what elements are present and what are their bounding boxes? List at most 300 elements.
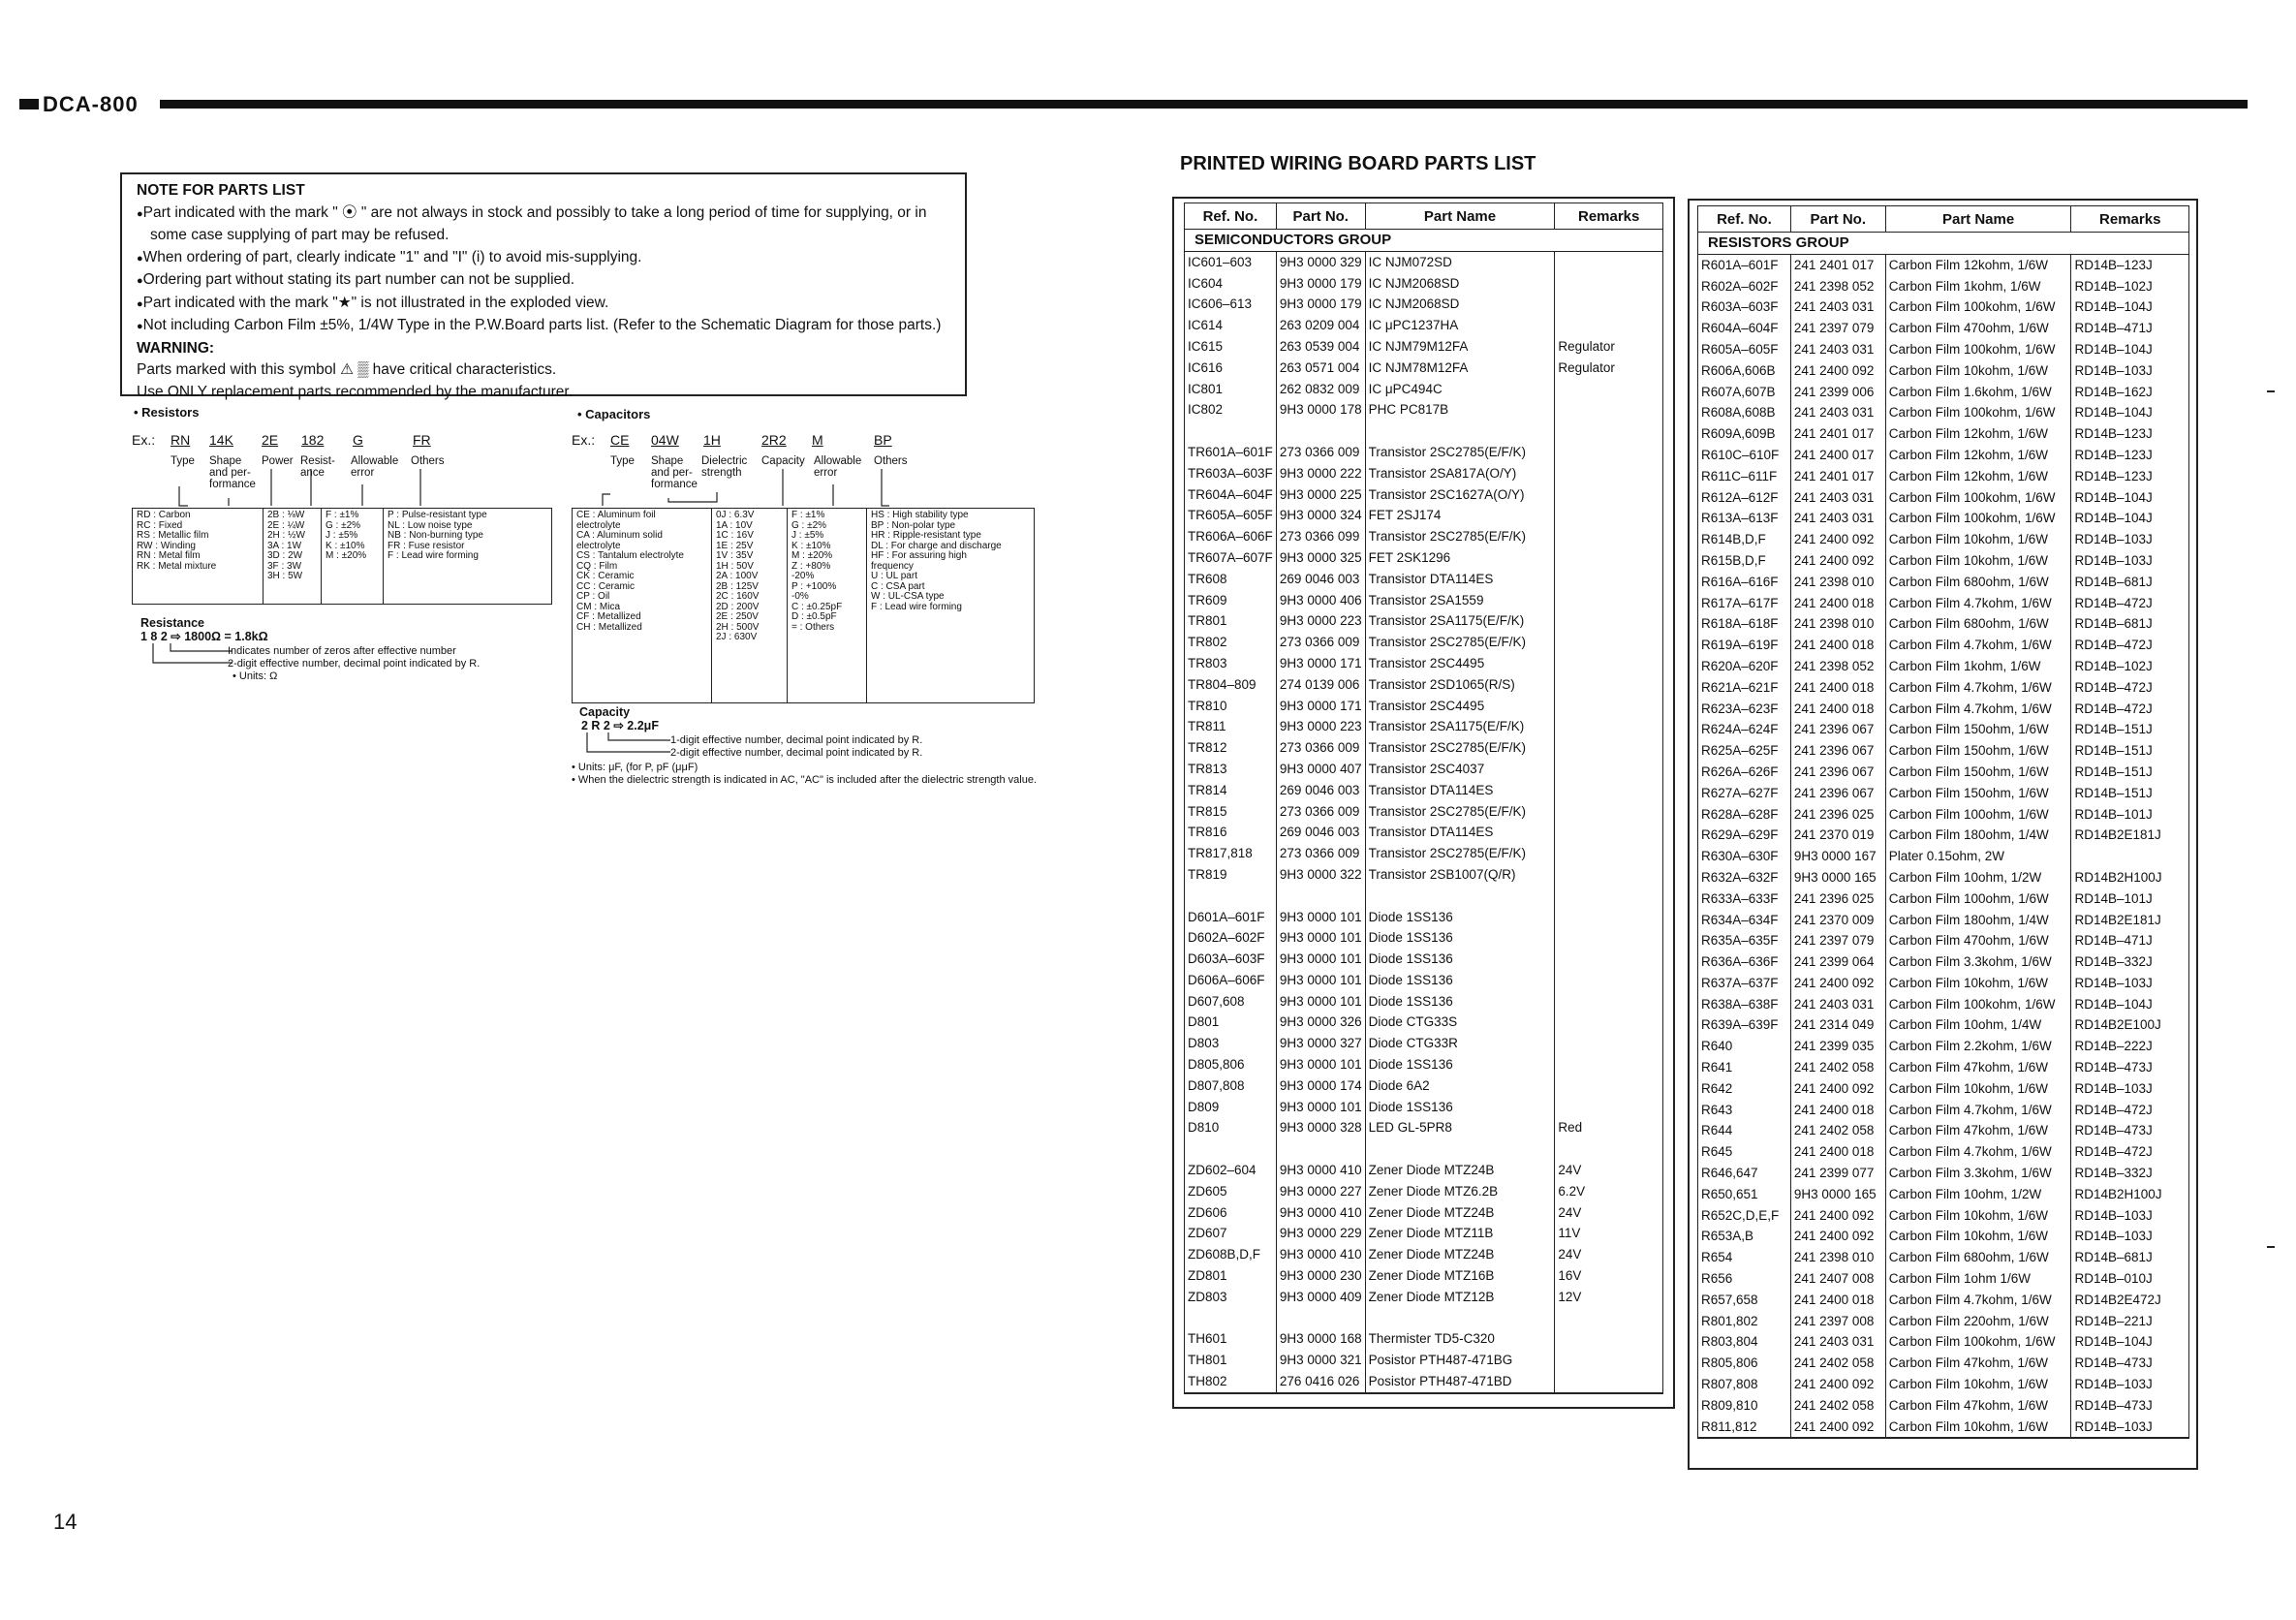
table-row — [1698, 1290, 2189, 1311]
table-row — [1185, 358, 1663, 379]
part-no-cell: 9H3 0000 321 — [1276, 1350, 1365, 1371]
code-entry: 2J : 630V — [716, 632, 758, 642]
part-no-cell: 276 0416 026 — [1276, 1371, 1365, 1393]
table-row — [1698, 888, 2189, 910]
code-entry: F : ±1% — [791, 510, 825, 520]
part-no-cell: 9H3 0000 328 — [1276, 1117, 1365, 1138]
remarks-cell — [1555, 949, 1663, 970]
edge-tick — [2267, 1246, 2275, 1248]
part-no-cell: 9H3 0000 225 — [1276, 484, 1365, 506]
table-row — [1698, 1036, 2189, 1057]
table-row — [1185, 1244, 1663, 1265]
part-no-cell: 273 0366 009 — [1276, 632, 1365, 653]
remarks-cell — [1555, 653, 1663, 674]
pwb-parts-list-title: PRINTED WIRING BOARD PARTS LIST — [1180, 153, 1536, 174]
ref-no-cell: TR817,818 — [1185, 843, 1277, 864]
part-no-cell: 241 2398 010 — [1790, 572, 1885, 593]
part-name-cell: Carbon Film 10ohm, 1/2W — [1885, 1184, 2071, 1205]
table-row — [1698, 402, 2189, 423]
part-no-cell: 241 2396 025 — [1790, 888, 1885, 910]
part-no-cell: 241 2399 077 — [1790, 1163, 1885, 1184]
part-no-cell: 241 2401 017 — [1790, 466, 1885, 487]
remarks-cell — [1555, 379, 1663, 400]
part-name-cell: Carbon Film 100kohm, 1/6W — [1885, 296, 2071, 318]
ref-no-cell: TR604A–604F — [1185, 484, 1277, 506]
part-no-cell: 9H3 0000 326 — [1276, 1012, 1365, 1033]
ref-no-cell: R613A–613F — [1698, 508, 1791, 529]
part-name-cell: Carbon Film 12kohm, 1/6W — [1885, 423, 2071, 445]
resistor-leader-lines — [132, 463, 568, 510]
table-row — [1698, 1100, 2189, 1121]
part-name-cell: Transistor 2SC2785(E/F/K) — [1365, 801, 1555, 823]
ref-no-cell: TH601 — [1185, 1328, 1277, 1350]
part-name-cell: Carbon Film 470ohm, 1/6W — [1885, 318, 2071, 339]
part-name-cell: Carbon Film 10kohm, 1/6W — [1885, 1078, 2071, 1100]
col-header-part-name: Part Name — [1885, 206, 2071, 233]
remarks-cell: RD14B–472J — [2071, 1100, 2189, 1121]
ref-no-cell: TR607A–607F — [1185, 547, 1277, 569]
part-no-cell: 241 2400 018 — [1790, 699, 1885, 720]
sub-caption: Type — [171, 455, 195, 467]
remarks-cell: RD14B–472J — [2071, 635, 2189, 656]
capacitors-title: • Capacitors — [577, 407, 650, 421]
table-row — [1698, 973, 2189, 994]
remarks-cell — [1555, 421, 1663, 442]
remarks-cell: RD14B2E472J — [2071, 1290, 2189, 1311]
table-row — [1185, 801, 1663, 823]
table-row — [1185, 632, 1663, 653]
model-name: DCA-800 — [43, 92, 139, 116]
col-header-ref: Ref. No. — [1698, 206, 1791, 233]
remarks-cell: 16V — [1555, 1265, 1663, 1287]
code-entry: J : ±5% — [326, 530, 358, 541]
remarks-cell — [1555, 442, 1663, 463]
part-name-cell: Transistor 2SD1065(R/S) — [1365, 674, 1555, 696]
sub-caption: Others — [874, 455, 908, 467]
remarks-cell: RD14B–103J — [2071, 1205, 2189, 1227]
ex-code: G — [353, 432, 363, 448]
part-name-cell: Carbon Film 680ohm, 1/6W — [1885, 572, 2071, 593]
ref-no-cell: R611C–611F — [1698, 466, 1791, 487]
part-no-cell: 9H3 0000 165 — [1790, 1184, 1885, 1205]
part-name-cell: Transistor 2SA1175(E/F/K) — [1365, 716, 1555, 737]
ref-no-cell: ZD607 — [1185, 1223, 1277, 1244]
remarks-cell: 11V — [1555, 1223, 1663, 1244]
part-no-cell: 9H3 0000 168 — [1276, 1328, 1365, 1350]
remarks-cell: RD14B–102J — [2071, 276, 2189, 297]
code-entry: = : Others — [791, 621, 835, 633]
remarks-cell — [1555, 294, 1663, 315]
ref-no-cell: D805,806 — [1185, 1054, 1277, 1075]
code-entry: 3D : 2W — [267, 550, 303, 561]
ref-no-cell: ZD608B,D,F — [1185, 1244, 1277, 1265]
part-no-cell: 9H3 0000 230 — [1276, 1265, 1365, 1287]
part-name-cell: Diode 1SS136 — [1365, 970, 1555, 991]
code-entry: P : Pulse-resistant type — [388, 510, 487, 520]
part-no-cell: 241 2399 035 — [1790, 1036, 1885, 1057]
part-name-cell: IC NJM072SD — [1365, 251, 1555, 272]
ref-no-cell: R610C–610F — [1698, 445, 1791, 466]
group-label: SEMICONDUCTORS GROUP — [1185, 230, 1663, 252]
remarks-cell — [1555, 315, 1663, 336]
part-name-cell: FET 2SJ174 — [1365, 505, 1555, 526]
table-row — [1698, 656, 2189, 677]
part-name-cell: Diode 1SS136 — [1365, 927, 1555, 949]
remarks-cell: RD14B–123J — [2071, 466, 2189, 487]
table-row — [1185, 590, 1663, 611]
table-row — [1698, 1268, 2189, 1290]
table-row — [1698, 635, 2189, 656]
resistance-example: 1 8 2 ⇨ 1800Ω = 1.8kΩ — [140, 630, 268, 643]
remarks-cell: RD14B–104J — [2071, 402, 2189, 423]
remarks-cell — [1555, 610, 1663, 632]
code-entry: F : Lead wire forming — [871, 601, 962, 612]
table-row — [1698, 550, 2189, 572]
part-name-cell: Carbon Film 3.3kohm, 1/6W — [1885, 1163, 2071, 1184]
table-row — [1185, 1012, 1663, 1033]
table-row — [1698, 1353, 2189, 1374]
part-no-cell: 241 2403 031 — [1790, 296, 1885, 318]
part-no-cell: 9H3 0000 410 — [1276, 1202, 1365, 1224]
part-name-cell: Carbon Film 680ohm, 1/6W — [1885, 613, 2071, 635]
part-no-cell: 9H3 0000 229 — [1276, 1223, 1365, 1244]
remarks-cell: RD14B2E181J — [2071, 825, 2189, 846]
part-no-cell: 241 2397 079 — [1790, 318, 1885, 339]
ref-no-cell: D607,608 — [1185, 991, 1277, 1012]
part-name-cell: Carbon Film 1ohm 1/6W — [1885, 1268, 2071, 1290]
remarks-cell: RD14B–102J — [2071, 656, 2189, 677]
part-name-cell: Transistor DTA114ES — [1365, 780, 1555, 801]
remarks-cell: RD14B–222J — [2071, 1036, 2189, 1057]
ref-no-cell: R625A–625F — [1698, 740, 1791, 762]
table-row — [1698, 254, 2189, 275]
part-no-cell: 241 2396 067 — [1790, 783, 1885, 804]
part-no-cell — [1276, 1308, 1365, 1329]
ref-no-cell — [1185, 886, 1277, 907]
capacitor-code-table — [572, 508, 1035, 703]
part-no-cell: 241 2400 092 — [1790, 360, 1885, 382]
table-row — [1698, 1120, 2189, 1141]
table-row — [1185, 716, 1663, 737]
ref-no-cell: IC606–613 — [1185, 294, 1277, 315]
part-name-cell: Diode 1SS136 — [1365, 991, 1555, 1012]
code-entry: CF : Metallized — [576, 611, 641, 622]
table-row — [1698, 593, 2189, 614]
remarks-cell — [1555, 780, 1663, 801]
table-row — [1698, 529, 2189, 550]
ref-no-cell: D809 — [1185, 1097, 1277, 1118]
code-entry: K : ±10% — [791, 540, 831, 551]
header-bar — [19, 92, 2248, 116]
remarks-cell: RD14B2H100J — [2071, 867, 2189, 888]
table-row — [1698, 1395, 2189, 1417]
table-row — [1185, 864, 1663, 886]
code-entry: frequency — [871, 560, 914, 572]
part-name-cell: Carbon Film 150ohm, 1/6W — [1885, 719, 2071, 740]
code-entry: 0J : 6.3V — [716, 510, 755, 520]
ref-no-cell — [1185, 421, 1277, 442]
remarks-cell: 24V — [1555, 1202, 1663, 1224]
sub-caption: Dielectric strength — [701, 455, 748, 479]
capacitor-type-column — [573, 509, 712, 702]
note-box — [120, 172, 967, 400]
ref-no-cell: IC601–603 — [1185, 251, 1277, 272]
code-entry: 2H : ½W — [267, 530, 305, 541]
code-entry: RS : Metallic film — [137, 530, 209, 541]
code-entry: D : ±0.5pF — [791, 611, 837, 622]
part-name-cell: Carbon Film 150ohm, 1/6W — [1885, 783, 2071, 804]
part-name-cell: Zener Diode MTZ24B — [1365, 1202, 1555, 1224]
code-entry: HF : For assuring high — [871, 550, 967, 561]
table-row — [1698, 1247, 2189, 1268]
code-entry: 2B : ⅛W — [267, 510, 305, 520]
note-bullet: ● Part indicated with the mark "★" is not illustrated in the exploded view. — [137, 293, 950, 316]
ref-no-cell: R807,808 — [1698, 1374, 1791, 1395]
code-entry: 3H : 5W — [267, 571, 303, 581]
sub-caption: Resist- ance — [300, 455, 335, 479]
code-entry: RC : Fixed — [137, 519, 183, 531]
part-name-cell: Carbon Film 12kohm, 1/6W — [1885, 445, 2071, 466]
note-bullet: ● When ordering of part, clearly indicate "1" and "I" (i) to avoid mis-supplying. — [137, 247, 950, 270]
ref-no-cell: R657,658 — [1698, 1290, 1791, 1311]
code-entry: RD : Carbon — [137, 510, 191, 520]
part-name-cell: Carbon Film 100kohm, 1/6W — [1885, 1331, 2071, 1353]
part-no-cell: 263 0539 004 — [1276, 336, 1365, 358]
part-no-cell: 9H3 0000 171 — [1276, 653, 1365, 674]
part-name-cell: Zener Diode MTZ6.2B — [1365, 1181, 1555, 1202]
remarks-cell — [1555, 1097, 1663, 1118]
ref-no-cell: TR802 — [1185, 632, 1277, 653]
remarks-cell — [2071, 846, 2189, 867]
ref-no-cell: D601A–601F — [1185, 907, 1277, 928]
part-no-cell: 241 2396 067 — [1790, 740, 1885, 762]
part-name-cell: Transistor 2SC2785(E/F/K) — [1365, 737, 1555, 759]
part-no-cell: 241 2399 064 — [1790, 951, 1885, 973]
remarks-cell: RD14B–103J — [2071, 1078, 2189, 1100]
part-name-cell: Zener Diode MTZ16B — [1365, 1265, 1555, 1287]
part-no-cell: 241 2407 008 — [1790, 1268, 1885, 1290]
part-name-cell: IC μPC494C — [1365, 379, 1555, 400]
part-name-cell: Carbon Film 470ohm, 1/6W — [1885, 930, 2071, 951]
remarks-cell: RD14B–472J — [2071, 699, 2189, 720]
sub-caption: Shape and per- formance — [651, 455, 698, 490]
table-row — [1185, 442, 1663, 463]
table-row — [1185, 484, 1663, 506]
part-no-cell: 9H3 0000 227 — [1276, 1181, 1365, 1202]
ref-no-cell: R652C,D,E,F — [1698, 1205, 1791, 1227]
part-no-cell: 9H3 0000 101 — [1276, 991, 1365, 1012]
ref-no-cell: D803 — [1185, 1033, 1277, 1054]
ref-no-cell: D810 — [1185, 1117, 1277, 1138]
remarks-cell: RD14B–332J — [2071, 1163, 2189, 1184]
remarks-cell: RD14B–151J — [2071, 762, 2189, 783]
remarks-cell: RD14B–221J — [2071, 1311, 2189, 1332]
part-no-cell: 241 2403 031 — [1790, 994, 1885, 1015]
part-name-cell: Carbon Film 220ohm, 1/6W — [1885, 1311, 2071, 1332]
table-row — [1698, 508, 2189, 529]
part-no-cell — [1276, 1138, 1365, 1160]
ref-no-cell: R624A–624F — [1698, 719, 1791, 740]
part-no-cell: 241 2400 018 — [1790, 1141, 1885, 1163]
remarks-cell: RD14B2E100J — [2071, 1014, 2189, 1036]
table-row — [1698, 1311, 2189, 1332]
table-row — [1185, 1223, 1663, 1244]
part-no-cell: 241 2400 092 — [1790, 1374, 1885, 1395]
ref-no-cell: ZD605 — [1185, 1181, 1277, 1202]
ref-no-cell: R641 — [1698, 1057, 1791, 1078]
remarks-cell: RD14B–104J — [2071, 339, 2189, 360]
part-no-cell: 9H3 0000 101 — [1276, 907, 1365, 928]
part-no-cell: 241 2398 052 — [1790, 276, 1885, 297]
part-name-cell: IC NJM79M12FA — [1365, 336, 1555, 358]
ref-no-cell: TR803 — [1185, 653, 1277, 674]
capacity-note: 2-digit effective number, decimal point indicated by R. — [670, 747, 923, 759]
ex-code: 2R2 — [761, 432, 787, 448]
remarks-cell — [1555, 526, 1663, 547]
table-row — [1185, 674, 1663, 696]
col-header-part-no: Part No. — [1276, 203, 1365, 230]
remarks-cell: 12V — [1555, 1287, 1663, 1308]
part-name-cell: Carbon Film 10kohm, 1/6W — [1885, 973, 2071, 994]
part-name-cell — [1365, 886, 1555, 907]
sub-caption: Allowable error — [814, 455, 862, 479]
ref-no-cell: R607A,607B — [1698, 382, 1791, 403]
ref-no-cell: TR605A–605F — [1185, 505, 1277, 526]
table-row — [1698, 382, 2189, 403]
code-entry: M : ±20% — [326, 550, 367, 561]
part-no-cell: 9H3 0000 165 — [1790, 867, 1885, 888]
part-name-cell: Carbon Film 4.7kohm, 1/6W — [1885, 635, 2071, 656]
ref-no-cell: R629A–629F — [1698, 825, 1791, 846]
part-no-cell: 241 2400 018 — [1790, 635, 1885, 656]
remarks-cell: RD14B–332J — [2071, 951, 2189, 973]
code-entry: 1V : 35V — [716, 550, 754, 561]
table-row — [1698, 762, 2189, 783]
sub-caption: Shape and per- formance — [209, 455, 256, 490]
part-no-cell: 241 2398 052 — [1790, 656, 1885, 677]
table-row — [1185, 780, 1663, 801]
part-no-cell: 241 2370 019 — [1790, 825, 1885, 846]
resistor-code-table — [132, 508, 552, 605]
warning-text: Use ONLY replacement parts recommended by the manufacturer. — [137, 383, 574, 400]
part-no-cell: 241 2400 092 — [1790, 1417, 1885, 1439]
part-name-cell: Carbon Film 12kohm, 1/6W — [1885, 466, 2071, 487]
ref-no-cell: R621A–621F — [1698, 677, 1791, 699]
remarks-cell — [1555, 273, 1663, 295]
remarks-cell: RD14B–681J — [2071, 613, 2189, 635]
part-name-cell: IC NJM2068SD — [1365, 273, 1555, 295]
part-name-cell: Diode 1SS136 — [1365, 1097, 1555, 1118]
part-name-cell: Posistor PTH487-471BG — [1365, 1350, 1555, 1371]
resistor-error-column — [322, 509, 384, 604]
ref-no-cell: R628A–628F — [1698, 804, 1791, 826]
code-entry: P : +100% — [791, 580, 837, 592]
part-no-cell: 241 2401 017 — [1790, 254, 1885, 275]
part-name-cell: Transistor 2SC2785(E/F/K) — [1365, 843, 1555, 864]
part-name-cell: Transistor 2SC4037 — [1365, 759, 1555, 780]
part-no-cell: 9H3 0000 324 — [1276, 505, 1365, 526]
part-no-cell: 241 2400 018 — [1790, 1100, 1885, 1121]
part-no-cell: 241 2398 010 — [1790, 613, 1885, 635]
part-name-cell: Diode CTG33R — [1365, 1033, 1555, 1054]
remarks-cell: RD14B–151J — [2071, 783, 2189, 804]
part-no-cell: 241 2401 017 — [1790, 423, 1885, 445]
ref-no-cell: R612A–612F — [1698, 487, 1791, 509]
ex-code: 04W — [651, 432, 679, 448]
spacer-row — [1185, 1138, 1663, 1160]
spacer-row — [1185, 886, 1663, 907]
table-row — [1185, 1054, 1663, 1075]
part-name-cell: Zener Diode MTZ24B — [1365, 1160, 1555, 1181]
part-name-cell: Transistor 2SA1175(E/F/K) — [1365, 610, 1555, 632]
part-name-cell: Carbon Film 100kohm, 1/6W — [1885, 508, 2071, 529]
part-no-cell: 9H3 0000 101 — [1276, 1097, 1365, 1118]
remarks-cell: RD14B–151J — [2071, 719, 2189, 740]
capacity-title: Capacity — [579, 705, 631, 719]
ex-code: M — [812, 432, 823, 448]
resistors-title: • Resistors — [134, 405, 199, 420]
remarks-cell: 24V — [1555, 1244, 1663, 1265]
part-no-cell: 263 0209 004 — [1276, 315, 1365, 336]
part-name-cell: Zener Diode MTZ11B — [1365, 1223, 1555, 1244]
table-row — [1185, 273, 1663, 295]
ref-no-cell: R630A–630F — [1698, 846, 1791, 867]
part-no-cell: 241 2402 058 — [1790, 1353, 1885, 1374]
table-row — [1698, 1184, 2189, 1205]
part-name-cell: Zener Diode MTZ24B — [1365, 1244, 1555, 1265]
ex-code: 14K — [209, 432, 233, 448]
ref-no-cell: R615B,D,F — [1698, 550, 1791, 572]
part-name-cell: Carbon Film 100kohm, 1/6W — [1885, 994, 2071, 1015]
remarks-cell — [1555, 463, 1663, 484]
table-row — [1698, 1205, 2189, 1227]
ref-no-cell: R608A,608B — [1698, 402, 1791, 423]
part-name-cell: Carbon Film 10kohm, 1/6W — [1885, 550, 2071, 572]
remarks-cell — [1555, 1350, 1663, 1371]
ex-code: 2E — [262, 432, 279, 448]
remarks-cell — [1555, 1138, 1663, 1160]
remarks-cell: RD14B–103J — [2071, 360, 2189, 382]
part-no-cell: 241 2396 067 — [1790, 762, 1885, 783]
remarks-cell — [1555, 505, 1663, 526]
remarks-cell: RD14B–104J — [2071, 1331, 2189, 1353]
table-row — [1698, 951, 2189, 973]
table-row — [1698, 339, 2189, 360]
header-mark — [19, 99, 39, 109]
part-name-cell: Posistor PTH487-471BD — [1365, 1371, 1555, 1393]
part-no-cell: 241 2400 017 — [1790, 445, 1885, 466]
part-name-cell — [1365, 1138, 1555, 1160]
code-entry: CQ : Film — [576, 560, 618, 572]
part-no-cell: 9H3 0000 329 — [1276, 251, 1365, 272]
part-no-cell: 9H3 0000 167 — [1790, 846, 1885, 867]
code-entry: CS : Tantalum electrolyte — [576, 550, 684, 561]
remarks-cell — [1555, 991, 1663, 1012]
resistance-note: • Units: Ω — [233, 670, 278, 682]
ref-no-cell: TH802 — [1185, 1371, 1277, 1393]
part-name-cell — [1365, 1308, 1555, 1329]
code-entry: 1E : 25V — [716, 540, 754, 551]
code-entry: U : UL part — [871, 571, 917, 581]
ref-no-cell: R640 — [1698, 1036, 1791, 1057]
group-label: RESISTORS GROUP — [1698, 233, 2189, 255]
code-entry: NB : Non-burning type — [388, 530, 483, 541]
part-name-cell: Carbon Film 3.3kohm, 1/6W — [1885, 951, 2071, 973]
part-name-cell: Transistor 2SC1627A(O/Y) — [1365, 484, 1555, 506]
ref-no-cell: R642 — [1698, 1078, 1791, 1100]
table-row — [1698, 1374, 2189, 1395]
ref-no-cell: R614B,D,F — [1698, 529, 1791, 550]
